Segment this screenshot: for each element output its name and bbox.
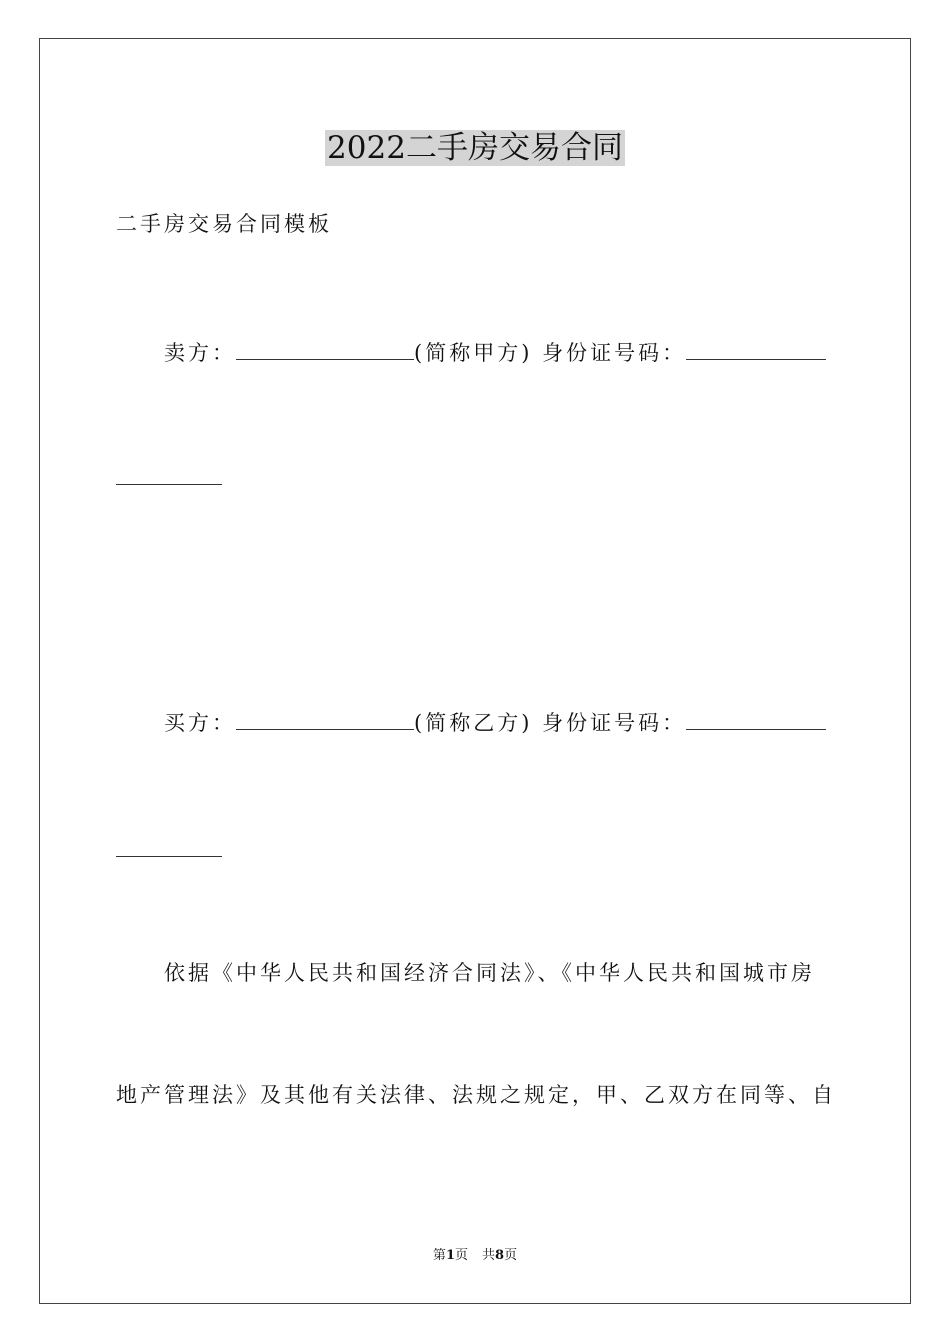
buyer-short-name: (简称乙方): [414, 711, 533, 735]
footer-page-number: 1: [445, 1248, 455, 1263]
buyer-label: 买方：: [164, 711, 236, 735]
document-subtitle: 二手房交易合同模板: [116, 212, 332, 236]
seller-label: 卖方：: [164, 341, 236, 365]
buyer-id-label: 身份证号码：: [542, 711, 687, 735]
seller-id-blank-continued: [116, 483, 222, 485]
footer-page-prefix: 第: [432, 1248, 446, 1263]
footer-total-suffix: 页: [504, 1248, 518, 1263]
seller-name-blank: [236, 337, 414, 360]
body-paragraph-line-1: 依据《中华人民共和国经济合同法》、《中华人民共和国城市房: [164, 961, 815, 985]
buyer-id-blank: [686, 707, 826, 730]
footer-total-prefix: 共: [482, 1248, 496, 1263]
footer-total-pages: 8: [495, 1248, 505, 1263]
seller-line: [164, 337, 826, 368]
page-footer: [0, 1247, 950, 1265]
document-title: [0, 126, 950, 170]
seller-id-label: 身份证号码：: [542, 341, 687, 365]
footer-page-suffix: 页: [454, 1248, 468, 1263]
body-paragraph-line-2: 地产管理法》及其他有关法律、法规之规定，甲、乙双方在同等、自: [116, 1083, 836, 1107]
buyer-name-blank: [236, 707, 414, 730]
document-title-text: 2022二手房交易合同: [327, 130, 623, 166]
buyer-line: [164, 707, 826, 738]
buyer-id-blank-continued: [116, 855, 222, 857]
seller-id-blank: [686, 337, 826, 360]
seller-short-name: (简称甲方): [414, 341, 533, 365]
